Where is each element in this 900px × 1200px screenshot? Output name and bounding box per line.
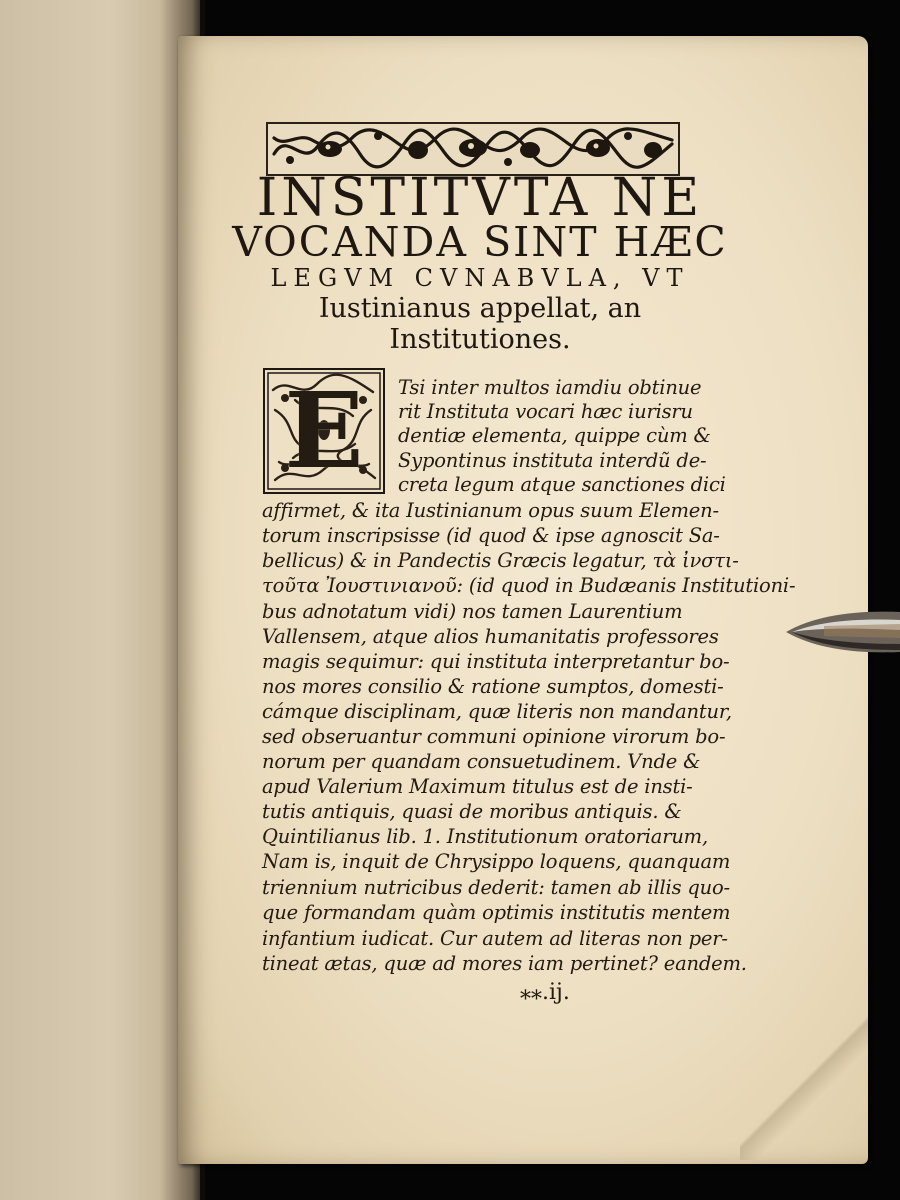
page-fold (740, 1010, 868, 1160)
signature-mark: ⁎⁎.ij. (520, 980, 570, 1005)
text-line: torum inscripsisse (id quod & ipse agnoscit Sa- (262, 524, 720, 547)
text-line: bus adnotatum vidi) nos tamen Laurentium (262, 600, 683, 623)
text-line: dentiæ elementa, quippe cùm & (398, 424, 711, 447)
text-line: tineat ætas, quæ ad mores iam pertinet? eandem. (262, 952, 747, 975)
bookmark-pointer (784, 606, 900, 658)
text-line: creta legum atque sanctiones dici (398, 473, 726, 496)
text-line: rit Instituta vocari hæc iurisru (398, 400, 693, 423)
text-line: apud Valerium Maximum titulus est de insti- (262, 775, 693, 798)
title-line-5: Institutiones. (389, 324, 571, 355)
text-line: norum per quandam consuetudinem. Vnde & (262, 750, 701, 773)
text-line: infantium iudicat. Cur autem ad literas non per- (262, 927, 728, 950)
decorated-initial (263, 368, 385, 494)
text-line: que formandam quàm optimis institutis mentem (262, 901, 731, 924)
text-line: τοῦτα Ἰουστινιανοῦ: (id quod in Budæanis Institutioni- (262, 574, 796, 597)
text-line: sed obseruantur communi opinione virorum bo- (262, 725, 726, 748)
text-line: Nam is, inquit de Chrysippo loquens, quanquam (262, 850, 731, 873)
text-line: nos mores consilio & ratione sumptos, domesti- (262, 675, 724, 698)
text-line: tutis antiquis, quasi de moribus antiquis. & (262, 800, 682, 823)
text-line: triennium nutricibus dederit: tamen ab illis quo- (262, 876, 730, 899)
text-line: affirmet, & ita Iustinianum opus suum Elemen- (262, 499, 719, 522)
title-line-2: VOCANDA SINT HÆC (232, 218, 728, 266)
text-line: Quintilianus lib. 1. Institutionum oratoriarum, (262, 825, 708, 848)
text-line: Tsi inter multos iamdiu obtinue (398, 376, 702, 399)
title-line-1: INSTITVTA NE (256, 168, 704, 228)
text-line: Sypontinus instituta interdũ de- (398, 449, 707, 472)
title-line-3: LEGVM CVNABVLA, VT (270, 264, 690, 292)
text-line: magis sequimur: qui instituta interpretantur bo- (262, 650, 730, 673)
text-line: cámque disciplinam, quæ literis non mandantur, (262, 700, 732, 723)
title-line-4: Iustinianus appellat, an (318, 293, 642, 324)
text-line: Vallensem, atque alios humanitatis professores (262, 625, 719, 648)
text-line: bellicus) & in Pandectis Græcis legatur, τὰ ἰνστι- (262, 549, 739, 572)
initial-letter: E (284, 369, 364, 492)
